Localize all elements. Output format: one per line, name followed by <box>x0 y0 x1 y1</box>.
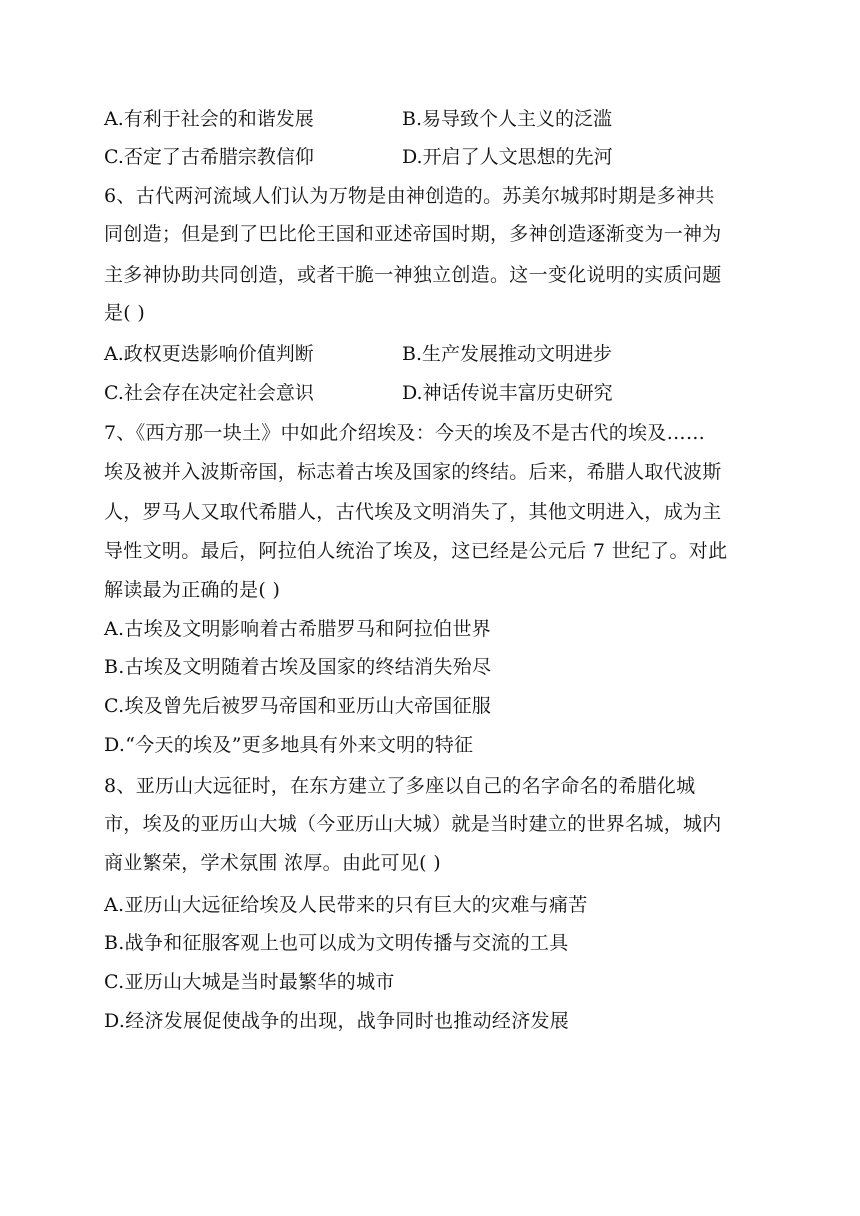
q7-option-a: A.古埃及文明影响着古希腊罗马和阿拉伯世界 <box>104 618 492 640</box>
q5-option-b: B.易导致个人主义的泛滥 <box>402 108 613 130</box>
q7-option-b: B.古埃及文明随着古埃及国家的终结消失殆尽 <box>104 656 492 678</box>
q7-option-d: D.“今天的埃及”更多地具有外来文明的特征 <box>104 734 474 756</box>
q6-stem-line-4: 是( ) <box>104 302 146 324</box>
q6-option-c: C.社会存在决定社会意识 <box>104 382 314 404</box>
q7-stem-line-5: 解读最为正确的是( ) <box>104 579 281 601</box>
q7-option-c: C.埃及曾先后被罗马帝国和亚历山大帝国征服 <box>104 695 492 717</box>
q7-stem-line-4: 导性文明。最后，阿拉伯人统治了埃及，这已经是公元后 7 世纪了。对此 <box>104 540 728 562</box>
q8-stem-line-2: 市，埃及的亚历山大城（今亚历山大城）就是当时建立的世界名城，城内 <box>104 813 722 835</box>
q8-stem-line-3: 商业繁荣，学术氛围 浓厚。由此可见( ) <box>104 852 441 874</box>
q6-option-a: A.政权更迭影响价值判断 <box>104 343 314 365</box>
q8-option-b: B.战争和征服客观上也可以成为文明传播与交流的工具 <box>104 932 569 954</box>
q8-stem-line-1: 8、亚历山大远征时，在东方建立了多座以自己的名字命名的希腊化城 <box>104 775 696 797</box>
q7-stem-line-3: 人，罗马人又取代希腊人，古代埃及文明消失了，其他文明进入，成为主 <box>104 501 722 523</box>
q6-stem-line-1: 6、古代两河流域人们认为万物是由神创造的。苏美尔城邦时期是多神共 <box>104 185 715 207</box>
q5-option-d: D.开启了人文思想的先河 <box>402 146 613 168</box>
q6-stem-line-3: 主多神协助共同创造，或者干脆一神独立创造。这一变化说明的实质问题 <box>104 264 722 286</box>
q8-option-c: C.亚历山大城是当时最繁华的城市 <box>104 971 395 993</box>
q6-option-b: B.生产发展推动文明进步 <box>402 343 613 365</box>
q8-option-d: D.经济发展促使战争的出现，战争同时也推动经济发展 <box>104 1010 570 1032</box>
q6-stem-line-2: 同创造；但是到了巴比伦王国和亚述帝国时期，多神创造逐渐变为一神为 <box>104 223 722 245</box>
q5-option-c: C.否定了古希腊宗教信仰 <box>104 146 314 168</box>
q8-option-a: A.亚历山大远征给埃及人民带来的只有巨大的灾难与痛苦 <box>104 894 588 916</box>
q6-option-d: D.神话传说丰富历史研究 <box>402 382 613 404</box>
q7-stem-line-1: 7、《西方那一块土》中如此介绍埃及：今天的埃及不是古代的埃及…… <box>104 422 706 444</box>
q7-stem-line-2: 埃及被并入波斯帝国，标志着古埃及国家的终结。后来，希腊人取代波斯 <box>104 461 722 483</box>
q5-option-a: A.有利于社会的和谐发展 <box>104 108 314 130</box>
